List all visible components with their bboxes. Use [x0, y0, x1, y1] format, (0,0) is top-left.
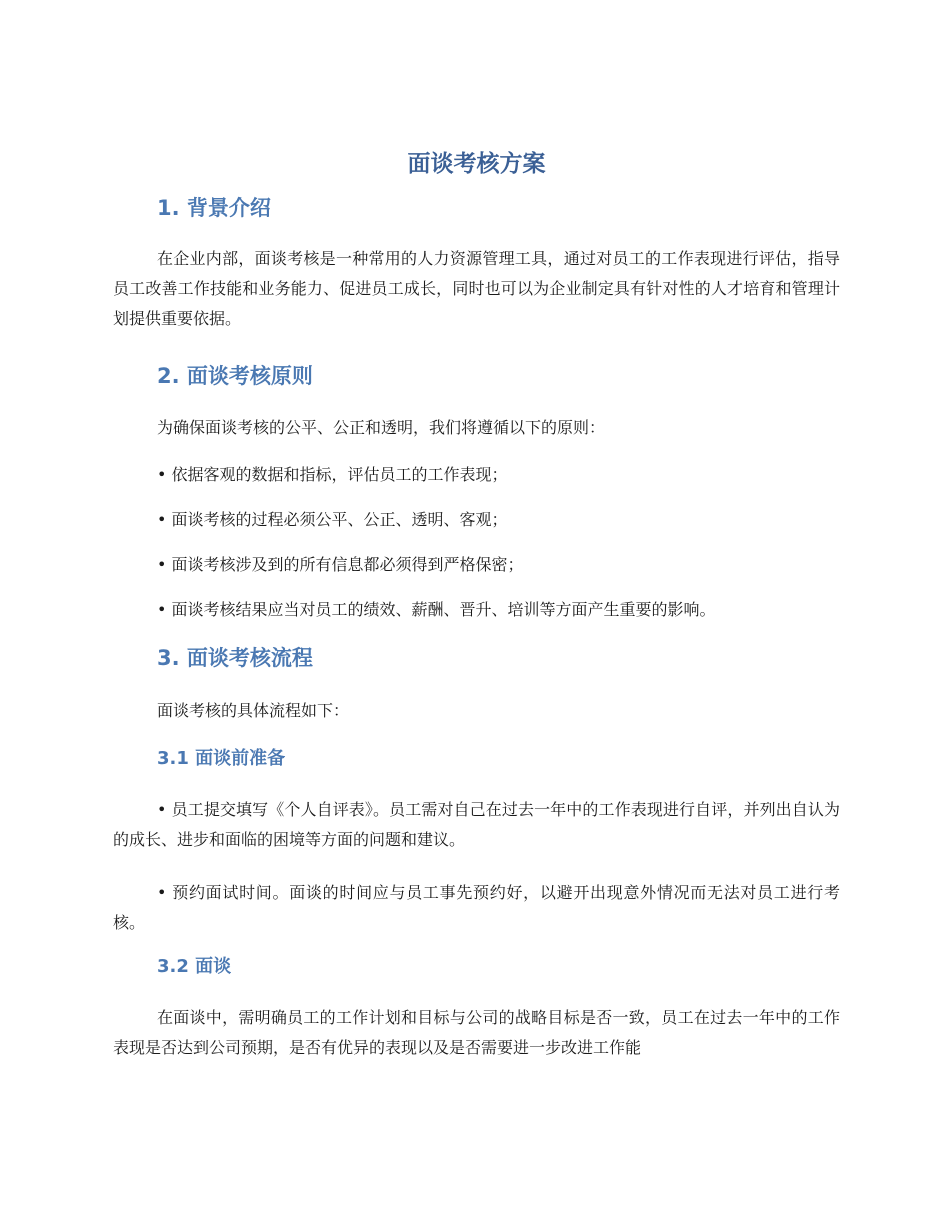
document-title: 面谈考核方案	[407, 151, 546, 177]
preparation-item: • 员工提交填写《个人自评表》。员工需对自己在过去一年中的工作表现进行自评，并列出自认为的成长、进步和面临的困境等方面的问题和建议。	[113, 800, 840, 849]
subsection-heading-preparation: 3.1 面谈前准备	[157, 748, 286, 769]
preparation-item: • 预约面试时间。面谈的时间应与员工事先预约好，以避开出现意外情况而无法对员工进行考核。	[113, 883, 840, 932]
principle-item: • 面谈考核的过程必须公平、公正、透明、客观；	[157, 510, 508, 529]
background-paragraph: 在企业内部，面谈考核是一种常用的人力资源管理工具，通过对员工的工作表现进行评估，指导员工改善工作技能和业务能力、促进员工成长，同时也可以为企业制定具有针对性的人才培育和管理计划提供重要依据。	[113, 249, 840, 328]
process-intro: 面谈考核的具体流程如下：	[157, 701, 350, 720]
principle-item: • 面谈考核涉及到的所有信息都必须得到严格保密；	[157, 555, 524, 574]
principles-intro: 为确保面谈考核的公平、公正和透明，我们将遵循以下的原则：	[157, 418, 606, 437]
section-heading-background: 1. 背景介绍	[157, 196, 271, 220]
principle-item: • 依据客观的数据和指标，评估员工的工作表现；	[157, 465, 508, 484]
section-heading-principles: 2. 面谈考核原则	[157, 364, 313, 388]
subsection-heading-interview: 3.2 面谈	[157, 956, 232, 977]
principle-item: • 面谈考核结果应当对员工的绩效、薪酬、晋升、培训等方面产生重要的影响。	[157, 600, 716, 619]
section-heading-process: 3. 面谈考核流程	[157, 646, 313, 670]
interview-paragraph: 在面谈中，需明确员工的工作计划和目标与公司的战略目标是否一致，员工在过去一年中的工作表现是否达到公司预期，是否有优异的表现以及是否需要进一步改进工作能	[113, 1008, 840, 1057]
